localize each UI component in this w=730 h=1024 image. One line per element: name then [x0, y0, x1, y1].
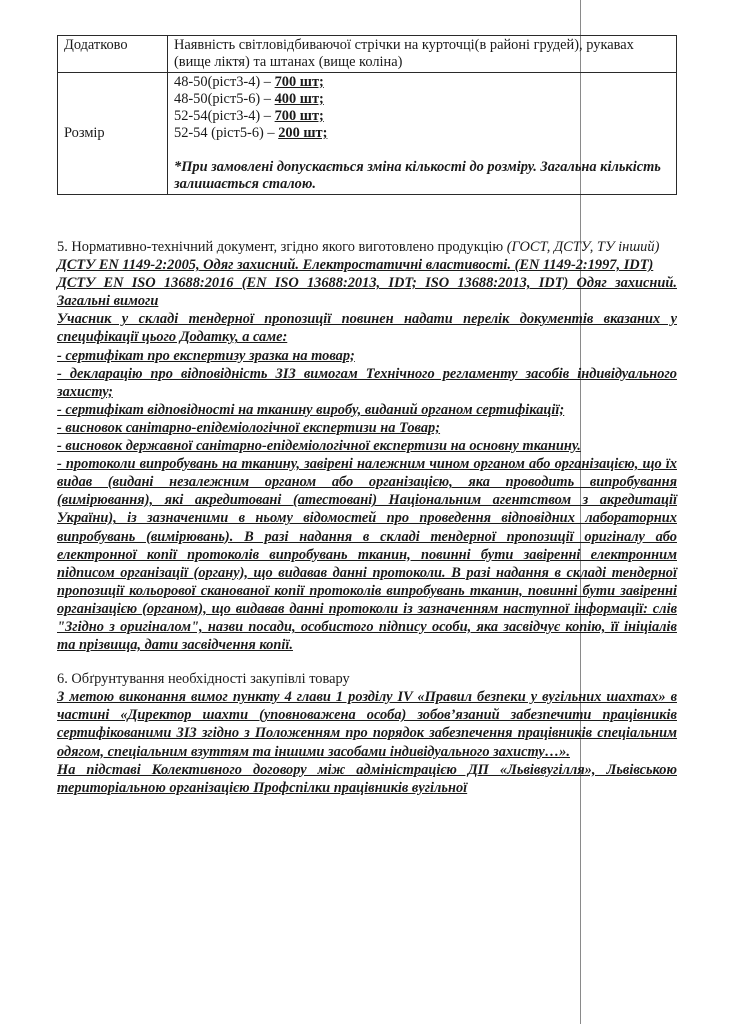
size-quantity: 200 шт;: [278, 125, 328, 141]
size-entry: [174, 91, 670, 108]
size-list-cell: [168, 73, 677, 195]
table-row-size: [58, 73, 677, 195]
size-entry: [174, 108, 670, 125]
table-cell-label: Розмір: [58, 73, 168, 195]
requirement-item: - сертифікат про експертизу зразка на товар;: [57, 347, 355, 364]
standard-line: ДСТУ EN 1149-2:2005, Одяг захисний. Електростатичні властивості. (EN 1149-2:1997, IDT): [57, 257, 654, 274]
requirement-item: Учасник у складі тендерної пропозиції повинен надати перелік документів вказаних у специфікації цього Додатку, а саме:: [57, 311, 677, 346]
size-label: 48-50(ріст5-6) –: [174, 91, 275, 107]
requirement-item: - висновок державної санітарно-епідеміологічної експертизи на основну тканину.: [57, 438, 581, 455]
justification-paragraph: З метою виконання вимог пункту 4 глави 1 розділу IV «Правил безпеки у вугільних шахтах» в частині «Директор шахти (уповноважена особа) зобов’язаний забезпечити працівників сертифікованими ЗІЗ згідно з Положенням про порядок забезпечення працівників спеціальним одягом, спеціальним взуттям та іншими засобами індивідуального захисту…».: [57, 689, 677, 760]
document-body: [57, 238, 677, 797]
size-label: 52-54(ріст3-4) –: [174, 108, 275, 124]
table-cell-label: Додатково: [58, 36, 168, 73]
spacer: [174, 142, 670, 159]
requirement-item: - декларацію про відповідність ЗІЗ вимогам Технічного регламенту засобів індивідуального захисту;: [57, 365, 677, 400]
size-label: 48-50(ріст3-4) –: [174, 74, 275, 90]
requirement-item: - висновок санітарно-епідеміологічної експертизи на Товар;: [57, 419, 441, 436]
table-cell-value: Наявність світловідбиваючої стрічки на курточці(в районі грудей), рукавах (вище ліктя) та штанах (вище коліна): [168, 36, 677, 73]
size-quantity: 400 шт;: [274, 91, 324, 107]
table-row: [58, 36, 677, 73]
standard-line: ДСТУ EN ISO 13688:2016 (EN ISO 13688:2013, IDT; ISO 13688:2013, IDT) Одяг захисний. Загальні вимоги: [57, 275, 677, 310]
size-quantity: 700 шт;: [274, 74, 324, 90]
spacer: [57, 654, 677, 670]
section-6-heading: 6. Обґрунтування необхідності закупівлі товару: [57, 671, 350, 688]
requirement-item: - протоколи випробувань на тканину, завірені належним чином органом або організацією, що їх видав (видані незалежним органом або організацією, яка проводить випробування (вимірювання), які акредитовані (атестовані) Національним агентством з акредитації України), із зазначеними в ньому відомостей про проведення відповідних лабораторних випробувань (вимірювань). В разі надання в складі тендерної пропозиції оригіналу або електронної копії протоколів випробувань тканин, повинні бути завіренні електронним підписом організації (органу), що видавав данні протоколи. В разі надання в складі тендерної пропозиції кольорової сканованої копії протоколів випробувань тканин, повинні бути завіренні організацією (органом), що видавав данні протоколи із зазначенням наступної інформації: слів "Згідно з оригіналом", назви посади, особистого підпису особи, яка засвідчує копію, її ініціалів та прізвища, дати засвідчення копії.: [57, 456, 677, 654]
requirement-item: - сертифікат відповідності на тканину виробу, виданий органом сертифікації;: [57, 401, 565, 418]
size-entry: [174, 74, 670, 91]
section-heading-text: 5. Нормативно-технічний документ, згідно якого виготовлено продукцію: [57, 239, 507, 255]
section-heading-italic: (ГОСТ, ДСТУ, ТУ інший): [506, 239, 660, 255]
size-label: 52-54 (ріст5-6) –: [174, 125, 279, 141]
section-5-heading: [57, 238, 677, 256]
size-quantity: 700 шт;: [274, 108, 324, 124]
size-entry: [174, 125, 670, 142]
size-note: *При замовлені допускається зміна кількості до розміру. Загальна кількість залишається сталою.: [174, 159, 661, 192]
specification-table: [57, 35, 677, 195]
justification-paragraph: На підставі Колективного договору між адміністрацією ДП «Львіввугілля», Львівською територіальною організацією Профспілки працівників вугільної: [57, 761, 677, 796]
